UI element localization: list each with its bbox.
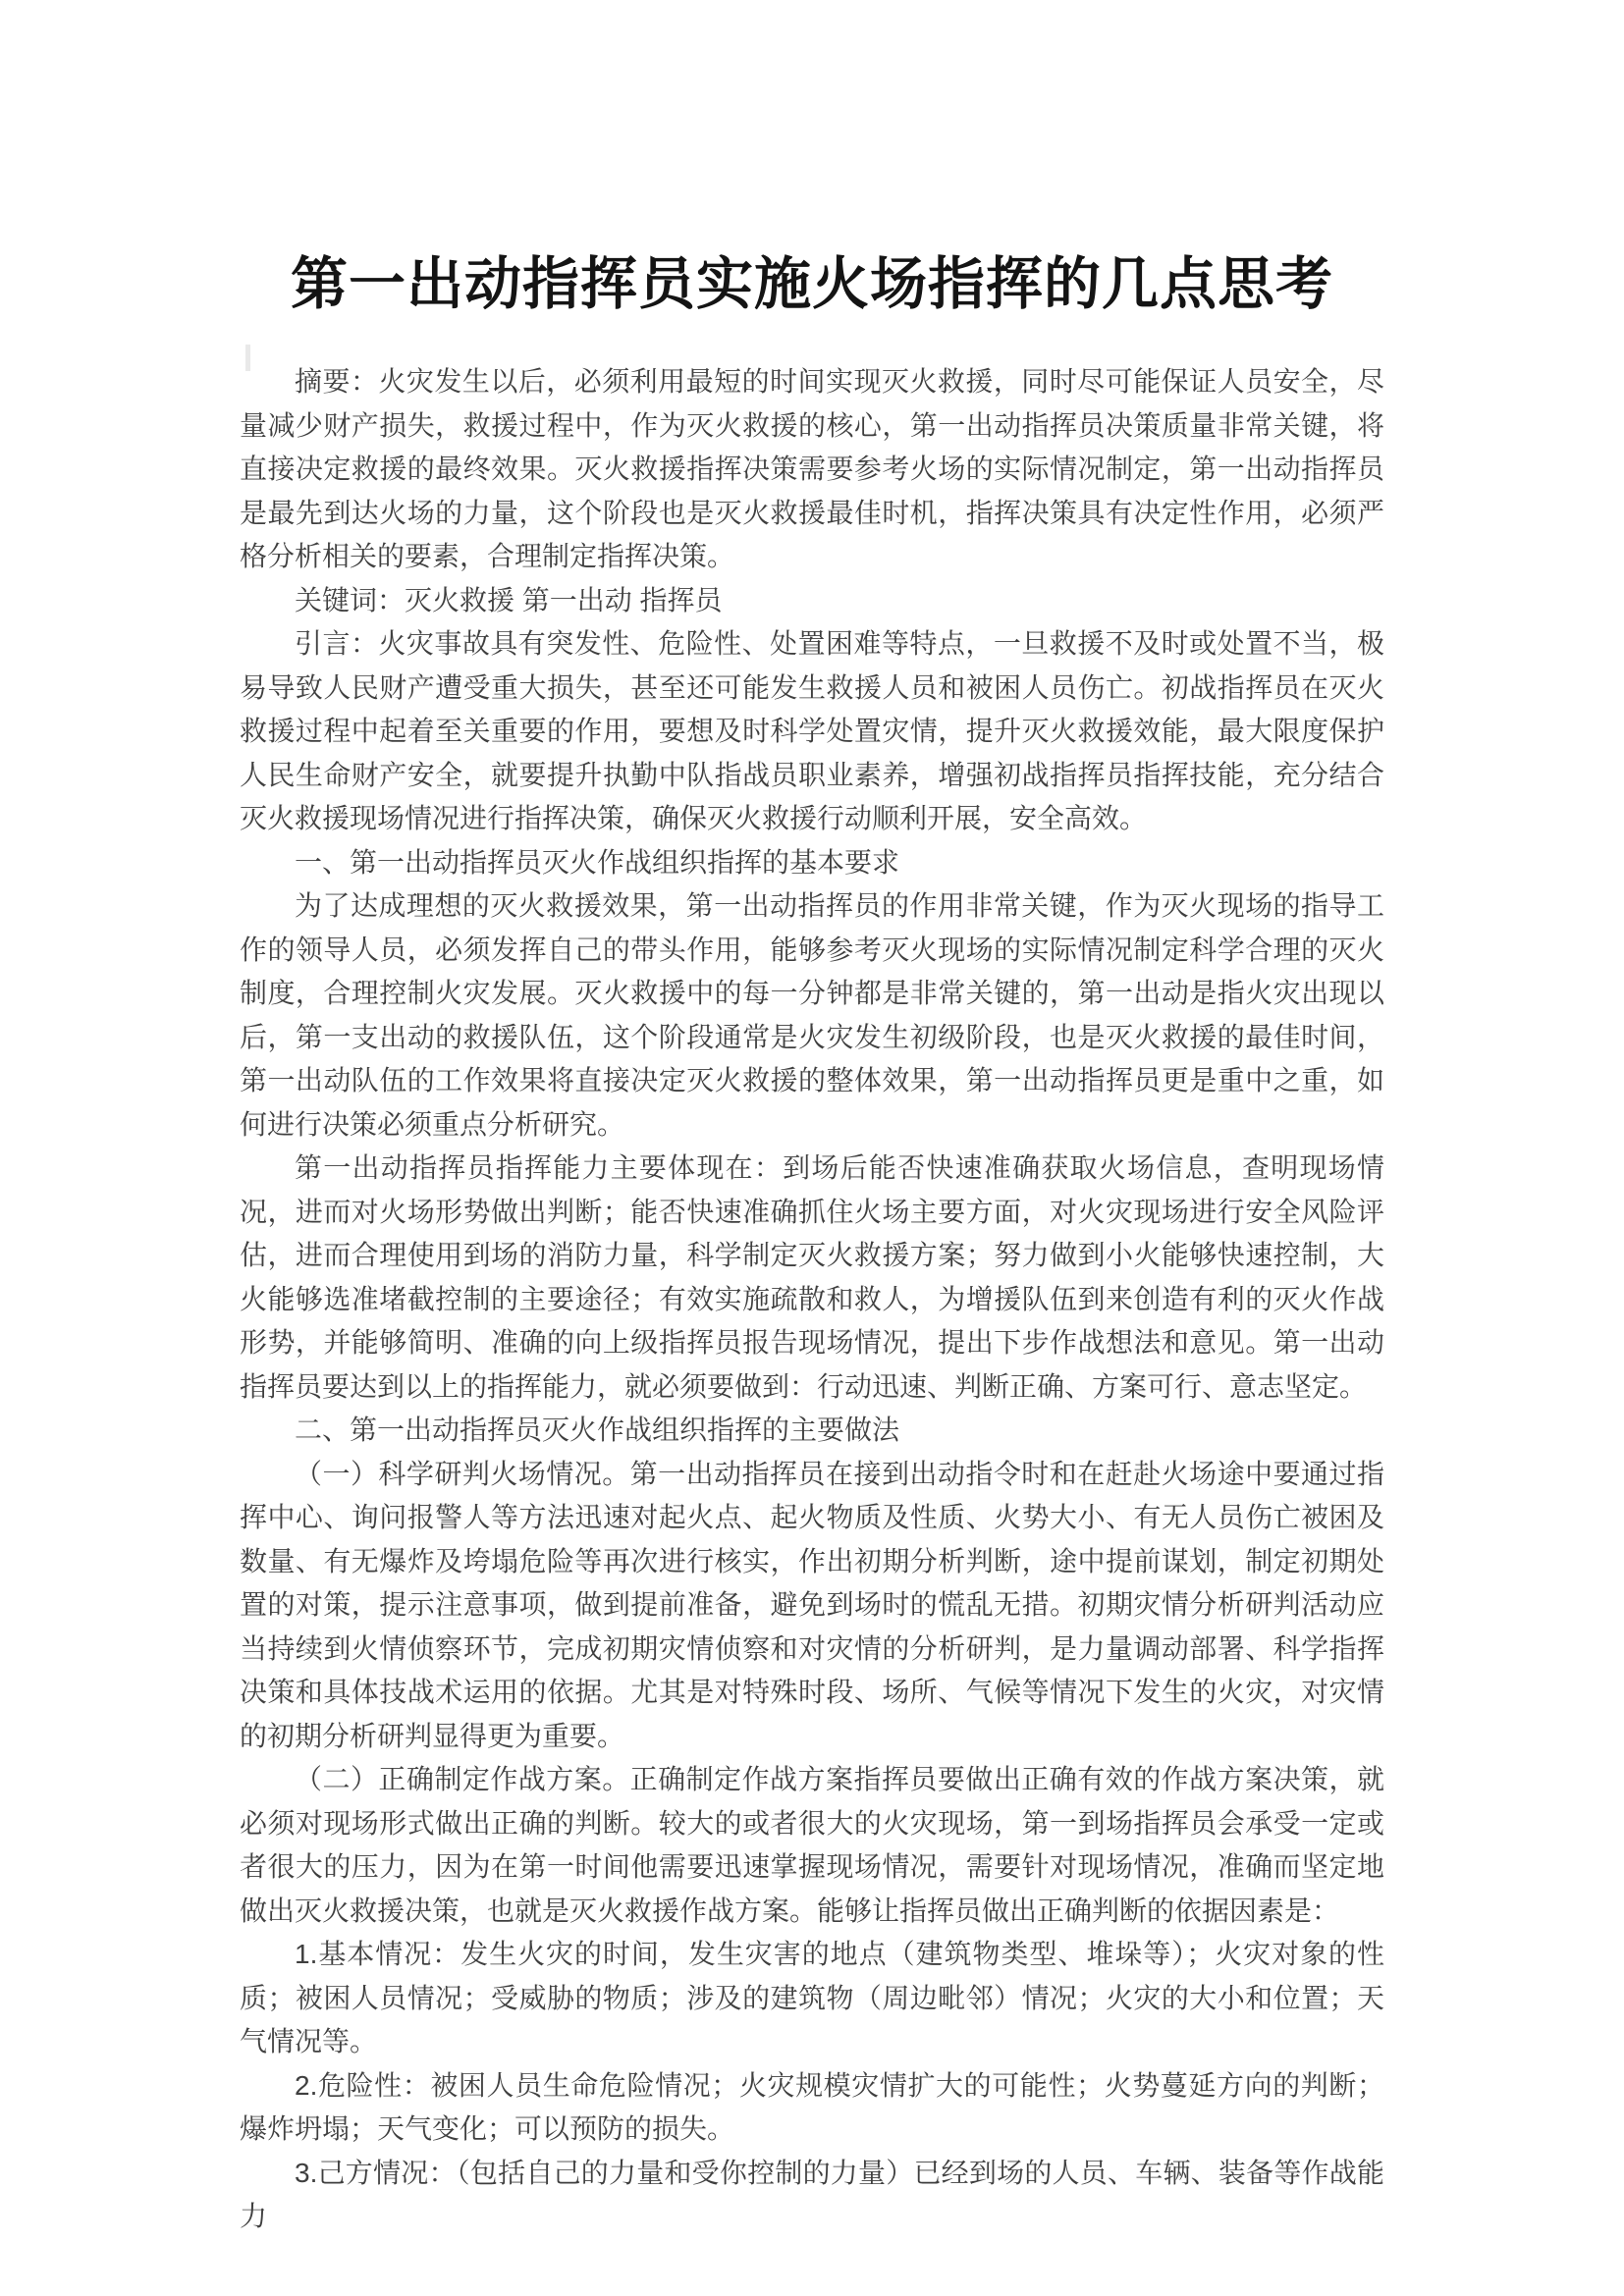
- document-body: [240, 360, 1384, 2239]
- section-heading: 二、第一出动指挥员灭火作战组织指挥的主要做法: [295, 1415, 900, 1446]
- paragraph: 引言：火灾事故具有突发性、危险性、处置困难等特点，一旦救援不及时或处置不当，极易导致人民财产遭受重大损失，甚至还可能发生救援人员和被困人员伤亡。初战指挥员在灭火救援过程中起着至关重要的作用，要想及时科学处置灾情，提升灭火救援效能，最大限度保护人民生命财产安全，就要提升执勤中队指战员职业素养，增强初战指挥员指挥技能，充分结合灭火救援现场情况进行指挥决策，确保灭火救援行动顺利开展，安全高效。: [240, 628, 1384, 834]
- paragraph: 2.危险性：被困人员生命危险情况；火灾规模灾情扩大的可能性；火势蔓延方向的判断；爆炸坍塌；天气变化；可以预防的损失。: [240, 2069, 1384, 2145]
- paragraph: 3.己方情况：（包括自己的力量和受你控制的力量）已经到场的人员、车辆、装备等作战能力: [240, 2157, 1384, 2232]
- paragraph: 摘要：火灾发生以后，必须利用最短的时间实现灭火救援，同时尽可能保证人员安全，尽量减少财产损失，救援过程中，作为灭火救援的核心，第一出动指挥员决策质量非常关键，将直接决定救援的最终效果。灭火救援指挥决策需要参考火场的实际情况制定，第一出动指挥员是最先到达火场的力量，这个阶段也是灭火救援最佳时机，指挥决策具有决定性作用，必须严格分析相关的要素，合理制定指挥决策。: [240, 366, 1384, 572]
- page-title: 第一出动指挥员实施火场指挥的几点思考: [290, 251, 1333, 316]
- paragraph: 第一出动指挥员指挥能力主要体现在：到场后能否快速准确获取火场信息，查明现场情况，进而对火场形势做出判断；能否快速准确抓住火场主要方面，对火灾现场进行安全风险评估，进而合理使用到场的消防力量，科学制定灭火救援方案；努力做到小火能够快速控制，大火能够选准堵截控制的主要途径；有效实施疏散和救人，为增援队伍到来创造有利的灭火作战形势，并能够简明、准确的向上级指挥员报告现场情况，提出下步作战想法和意见。第一出动指挥员要达到以上的指挥能力，就必须要做到：行动迅速、判断正确、方案可行、意志坚定。: [240, 1152, 1384, 1402]
- paragraph: （一）科学研判火场情况。第一出动指挥员在接到出动指令时和在赶赴火场途中要通过指挥中心、询问报警人等方法迅速对起火点、起火物质及性质、火势大小、有无人员伤亡被困及数量、有无爆炸及垮塌危险等再次进行核实，作出初期分析判断，途中提前谋划，制定初期处置的对策，提示注意事项，做到提前准备，避免到场时的慌乱无措。初期灾情分析研判活动应当持续到火情侦察环节，完成初期灾情侦察和对灾情的分析研判，是力量调动部署、科学指挥决策和具体技战术运用的依据。尤其是对特殊时段、场所、气候等情况下发生的火灾，对灾情的初期分析研判显得更为重要。: [240, 1458, 1384, 1751]
- paragraph: 关键词：灭火救援 第一出动 指挥员: [295, 584, 723, 615]
- paragraph: 1.基本情况：发生火灾的时间，发生灾害的地点（建筑物类型、堆垛等）；火灾对象的性质；被困人员情况；受威胁的物质；涉及的建筑物（周边毗邻）情况；火灾的大小和位置；天气情况等。: [240, 1939, 1384, 2057]
- paragraph: （二）正确制定作战方案。正确制定作战方案指挥员要做出正确有效的作战方案决策，就必须对现场形式做出正确的判断。较大的或者很大的火灾现场，第一到场指挥员会承受一定或者很大的压力，因为在第一时间他需要迅速掌握现场情况，需要针对现场情况，准确而坚定地做出灭火救援决策，也就是灭火救援作战方案。能够让指挥员做出正确判断的依据因素是：: [240, 1764, 1384, 1926]
- text-cursor-mark: [245, 345, 250, 371]
- section-heading: 一、第一出动指挥员灭火作战组织指挥的基本要求: [295, 846, 900, 878]
- paragraph: 为了达成理想的灭火救援效果，第一出动指挥员的作用非常关键，作为灭火现场的指导工作的领导人员，必须发挥自己的带头作用，能够参考灭火现场的实际情况制定科学合理的灭火制度，合理控制火灾发展。灭火救援中的每一分钟都是非常关键的，第一出动是指火灾出现以后，第一支出动的救援队伍，这个阶段通常是火灾发生初级阶段，也是灭火救援的最佳时间，第一出动队伍的工作效果将直接决定灭火救援的整体效果，第一出动指挥员更是重中之重，如何进行决策必须重点分析研究。: [240, 890, 1384, 1140]
